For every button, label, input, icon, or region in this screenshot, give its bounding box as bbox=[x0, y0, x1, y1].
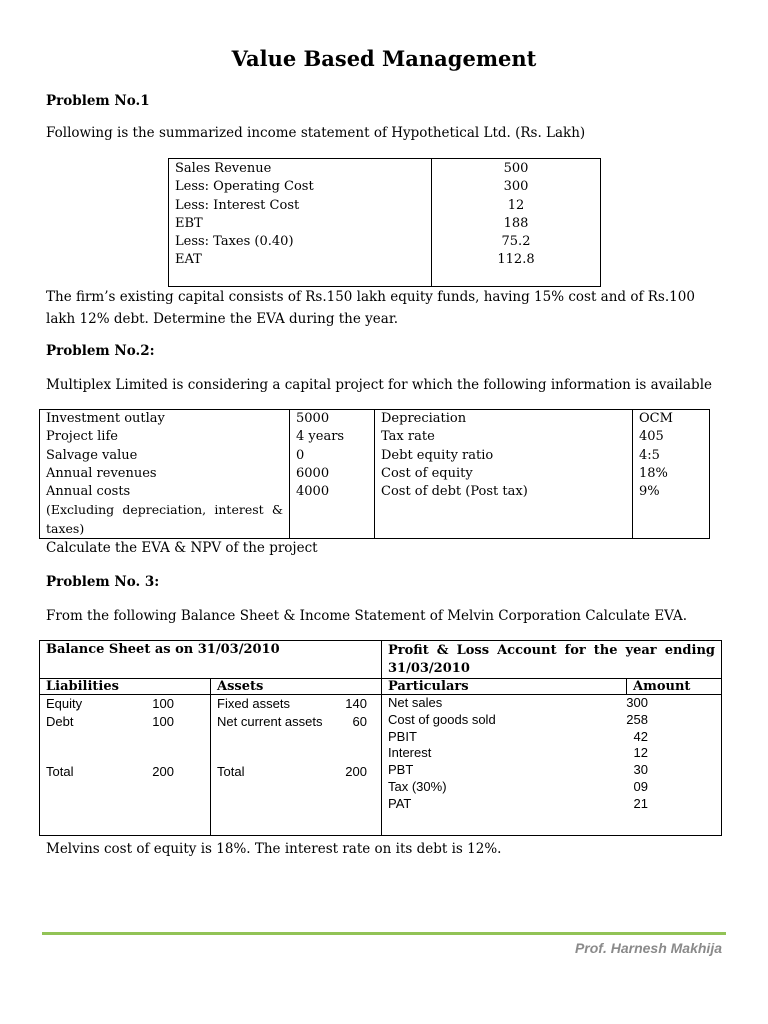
footer-author: Prof. Harnesh Makhija bbox=[574, 940, 722, 956]
melvin-financials-table bbox=[39, 640, 722, 836]
problem-1-heading: Problem No.1 bbox=[46, 93, 150, 109]
project-value: 4000 bbox=[296, 484, 330, 500]
problem-1-question: The firm’s existing capital consists of Rs.150 lakh equity funds, having 15% cost and of Rs.100 lakh 12% debt. Determine the EVA during the year. bbox=[46, 289, 695, 327]
income-label: EBT bbox=[175, 215, 203, 231]
balance-sheet-title: Balance Sheet as on 31/03/2010 bbox=[40, 641, 382, 679]
liabilities-cell bbox=[40, 695, 211, 836]
project-value: 5000 bbox=[296, 411, 330, 426]
pl-row: PBT 30 bbox=[388, 762, 648, 778]
project-left-values bbox=[290, 410, 375, 539]
project-label: Annual costs bbox=[46, 484, 131, 500]
income-value: 12 bbox=[507, 197, 525, 213]
project-label: Annual revenues bbox=[46, 465, 157, 481]
project-value: 0 bbox=[296, 447, 305, 463]
assets-cell bbox=[211, 695, 382, 836]
spacer bbox=[46, 732, 204, 763]
project-label: Investment outlay bbox=[46, 411, 165, 426]
income-label: Sales Revenue bbox=[175, 161, 272, 176]
project-info-table bbox=[39, 409, 710, 539]
project-value: 405 bbox=[639, 429, 664, 445]
project-label: Salvage value bbox=[46, 447, 138, 463]
pl-row: PBIT 42 bbox=[388, 728, 648, 744]
project-value: 9% bbox=[639, 484, 660, 500]
pl-row: Tax (30%) 09 bbox=[388, 778, 648, 794]
asset-total-row: Total 200 bbox=[217, 763, 367, 779]
project-left-labels bbox=[40, 410, 290, 539]
project-label: Cost of debt (Post tax) bbox=[381, 484, 528, 500]
project-value: 6000 bbox=[296, 465, 330, 481]
problem-3-heading: Problem No. 3: bbox=[46, 574, 160, 590]
project-right-labels bbox=[375, 410, 633, 539]
pl-row: Net sales 300 bbox=[388, 695, 648, 710]
income-statement-labels bbox=[169, 159, 432, 287]
income-value: 188 bbox=[503, 215, 529, 231]
problem-2-question: Calculate the EVA & NPV of the project bbox=[46, 540, 318, 556]
problem-2-heading: Problem No.2: bbox=[46, 343, 155, 359]
liability-row: Debt 100 bbox=[46, 714, 174, 730]
pl-items-cell bbox=[382, 695, 722, 836]
liability-row: Equity 100 bbox=[46, 696, 174, 711]
project-value: 18% bbox=[639, 465, 668, 481]
project-label: Project life bbox=[46, 429, 118, 445]
problem-2-intro: Multiplex Limited is considering a capital project for which the following information is available bbox=[46, 377, 713, 393]
income-value: 112.8 bbox=[497, 252, 535, 268]
pl-account-title: Profit & Loss Account for the year ending 31/03/2010 bbox=[382, 641, 722, 679]
col-assets: Assets bbox=[211, 679, 382, 695]
income-label: Less: Operating Cost bbox=[175, 179, 314, 195]
income-label: Less: Taxes (0.40) bbox=[175, 234, 294, 250]
spacer bbox=[217, 732, 375, 763]
col-amount: Amount bbox=[627, 679, 722, 695]
col-particulars: Particulars bbox=[382, 679, 627, 695]
footer-rule bbox=[42, 932, 726, 935]
project-label: Debt equity ratio bbox=[381, 447, 494, 463]
income-label: EAT bbox=[175, 252, 202, 268]
income-statement-values bbox=[432, 159, 601, 287]
pl-row: PAT 21 bbox=[388, 795, 648, 811]
problem-3-note: Melvins cost of equity is 18%. The interest rate on its debt is 12%. bbox=[46, 841, 502, 857]
asset-row: Net current assets 60 bbox=[217, 714, 367, 730]
annual-costs-note: (Excluding depreciation, interest & taxes) bbox=[46, 502, 283, 536]
pl-row: Cost of goods sold 258 bbox=[388, 711, 648, 727]
income-value: 300 bbox=[503, 179, 529, 195]
problem-3-intro: From the following Balance Sheet & Income Statement of Melvin Corporation Calculate EVA. bbox=[46, 608, 688, 624]
project-value: OCM bbox=[639, 411, 673, 426]
income-label: Less: Interest Cost bbox=[175, 197, 300, 213]
asset-row: Fixed assets 140 bbox=[217, 696, 367, 711]
liability-total-row: Total 200 bbox=[46, 763, 174, 779]
project-value: 4 years bbox=[296, 429, 345, 445]
project-value: 4:5 bbox=[639, 447, 660, 463]
project-label: Depreciation bbox=[381, 411, 467, 426]
income-statement-table bbox=[168, 158, 601, 287]
col-liabilities: Liabilities bbox=[40, 679, 211, 695]
project-label: Cost of equity bbox=[381, 465, 473, 481]
problem-1-intro: Following is the summarized income statement of Hypothetical Ltd. (Rs. Lakh) bbox=[46, 125, 586, 141]
project-right-values bbox=[633, 410, 710, 539]
page-title: Value Based Management bbox=[231, 46, 537, 71]
income-value: 500 bbox=[503, 161, 529, 176]
pl-row: Interest 12 bbox=[388, 745, 648, 761]
income-value: 75.2 bbox=[501, 234, 531, 250]
project-label: Tax rate bbox=[381, 429, 435, 445]
